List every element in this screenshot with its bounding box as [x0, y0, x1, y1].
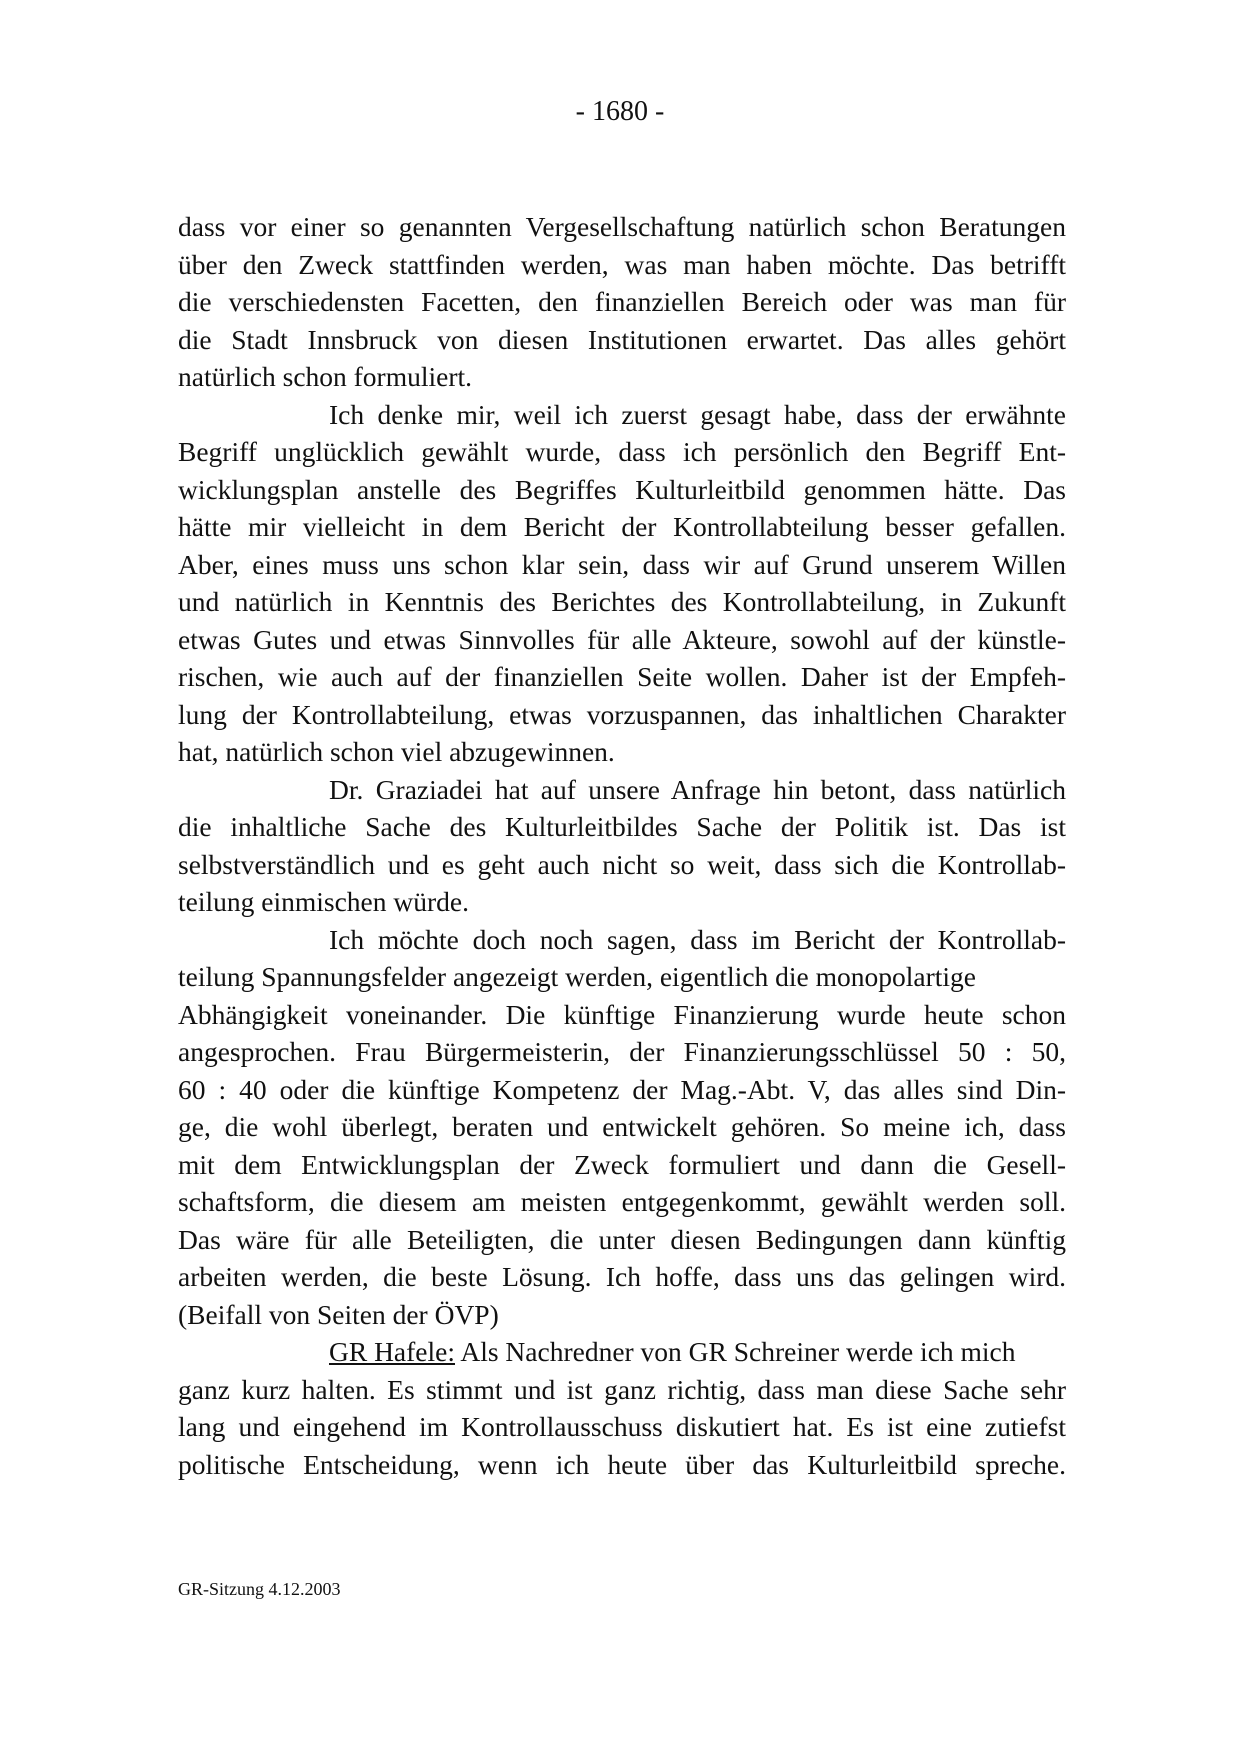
paragraph-start-line: Ich möchte doch noch sagen, dass im Bericht der Kontrollab- — [329, 923, 1066, 955]
text-line: wicklungsplan anstelle des Begriffes Kulturleitbild genommen hätte. Das — [178, 473, 1066, 505]
text-line: die inhaltliche Sache des Kulturleitbildes Sache der Politik ist. Das ist — [178, 811, 1066, 842]
text-line: 60 : 40 oder die künftige Kompetenz der Mag.-Abt. V, das alles sind Din- — [178, 1073, 1066, 1105]
text-line: rischen, wie auch auf der finanziellen Seite wollen. Daher ist der Empfeh- — [178, 661, 1066, 692]
text-line: politische Entscheidung, wenn ich heute über das Kulturleitbild spreche. — [178, 1448, 1066, 1480]
text-line: die Stadt Innsbruck von diesen Institutionen erwartet. Das alles gehört — [178, 323, 1066, 355]
text-line: hat, natürlich schon viel abzugewinnen. — [178, 736, 615, 767]
text-line: über den Zweck stattfinden werden, was man haben möchte. Das betrifft — [178, 248, 1066, 280]
text-line: Begriff unglücklich gewählt wurde, dass ich persönlich den Begriff Ent- — [178, 436, 1066, 467]
text-line: arbeiten werden, die beste Lösung. Ich hoffe, dass uns das gelingen wird. — [178, 1261, 1066, 1292]
speaker-name: GR Hafele: — [329, 1336, 455, 1367]
text-line: etwas Gutes und etwas Sinnvolles für alle Akteure, sowohl auf der künstle- — [178, 623, 1066, 655]
speaker-text: Als Nachredner von GR Schreiner werde ich mich — [455, 1336, 1016, 1367]
text-line: dass vor einer so genannten Vergesellschaftung natürlich schon Beratungen — [178, 211, 1066, 242]
text-line: Abhängigkeit voneinander. Die künftige Finanzierung wurde heute schon — [178, 998, 1066, 1030]
text-line: schaftsform, die diesem am meisten entgegenkommt, gewählt werden soll. — [178, 1186, 1066, 1217]
text-line: lung der Kontrollabteilung, etwas vorzuspannen, das inhaltlichen Charakter — [178, 698, 1066, 730]
text-line: Das wäre für alle Beteiligten, die unter diesen Bedingungen dann künftig — [178, 1223, 1066, 1255]
text-line: ge, die wohl überlegt, beraten und entwickelt gehören. So meine ich, dass — [178, 1111, 1066, 1142]
text-line: hätte mir vielleicht in dem Bericht der Kontrollabteilung besser gefallen. — [178, 511, 1066, 542]
text-line: die verschiedensten Facetten, den finanziellen Bereich oder was man für — [178, 286, 1066, 317]
paragraph-start-line: Ich denke mir, weil ich zuerst gesagt habe, dass der erwähnte — [329, 398, 1066, 430]
text-line: angesprochen. Frau Bürgermeisterin, der Finanzierungsschlüssel 50 : 50, — [178, 1036, 1066, 1067]
text-line: selbstverständlich und es geht auch nicht so weit, dass sich die Kontrollab- — [178, 848, 1066, 880]
text-line: teilung Spannungsfelder angezeigt werden, eigentlich die monopolartige — [178, 961, 977, 992]
text-line: lang und eingehend im Kontrollausschuss diskutiert hat. Es ist eine zutiefst — [178, 1411, 1066, 1442]
page-number: - 1680 - — [575, 96, 665, 127]
paragraph-start-line: Dr. Graziadei hat auf unsere Anfrage hin betont, dass natürlich — [329, 773, 1066, 805]
text-line: und natürlich in Kenntnis des Berichtes des Kontrollabteilung, in Zukunft — [178, 586, 1066, 617]
text-line: Aber, eines muss uns schon klar sein, dass wir auf Grund unserem Willen — [178, 548, 1066, 580]
footer: GR-Sitzung 4.12.2003 — [178, 1579, 341, 1599]
text-line: ganz kurz halten. Es stimmt und ist ganz richtig, dass man diese Sache sehr — [178, 1373, 1066, 1405]
speaker-line — [178, 1333, 1066, 1371]
text-line: natürlich schon formuliert. — [178, 361, 473, 392]
body-text — [178, 208, 1066, 1483]
text-line: mit dem Entwicklungsplan der Zweck formuliert und dann die Gesell- — [178, 1148, 1066, 1180]
text-line: teilung einmischen würde. — [178, 886, 469, 917]
applause-note: (Beifall von Seiten der ÖVP) — [178, 1298, 499, 1330]
